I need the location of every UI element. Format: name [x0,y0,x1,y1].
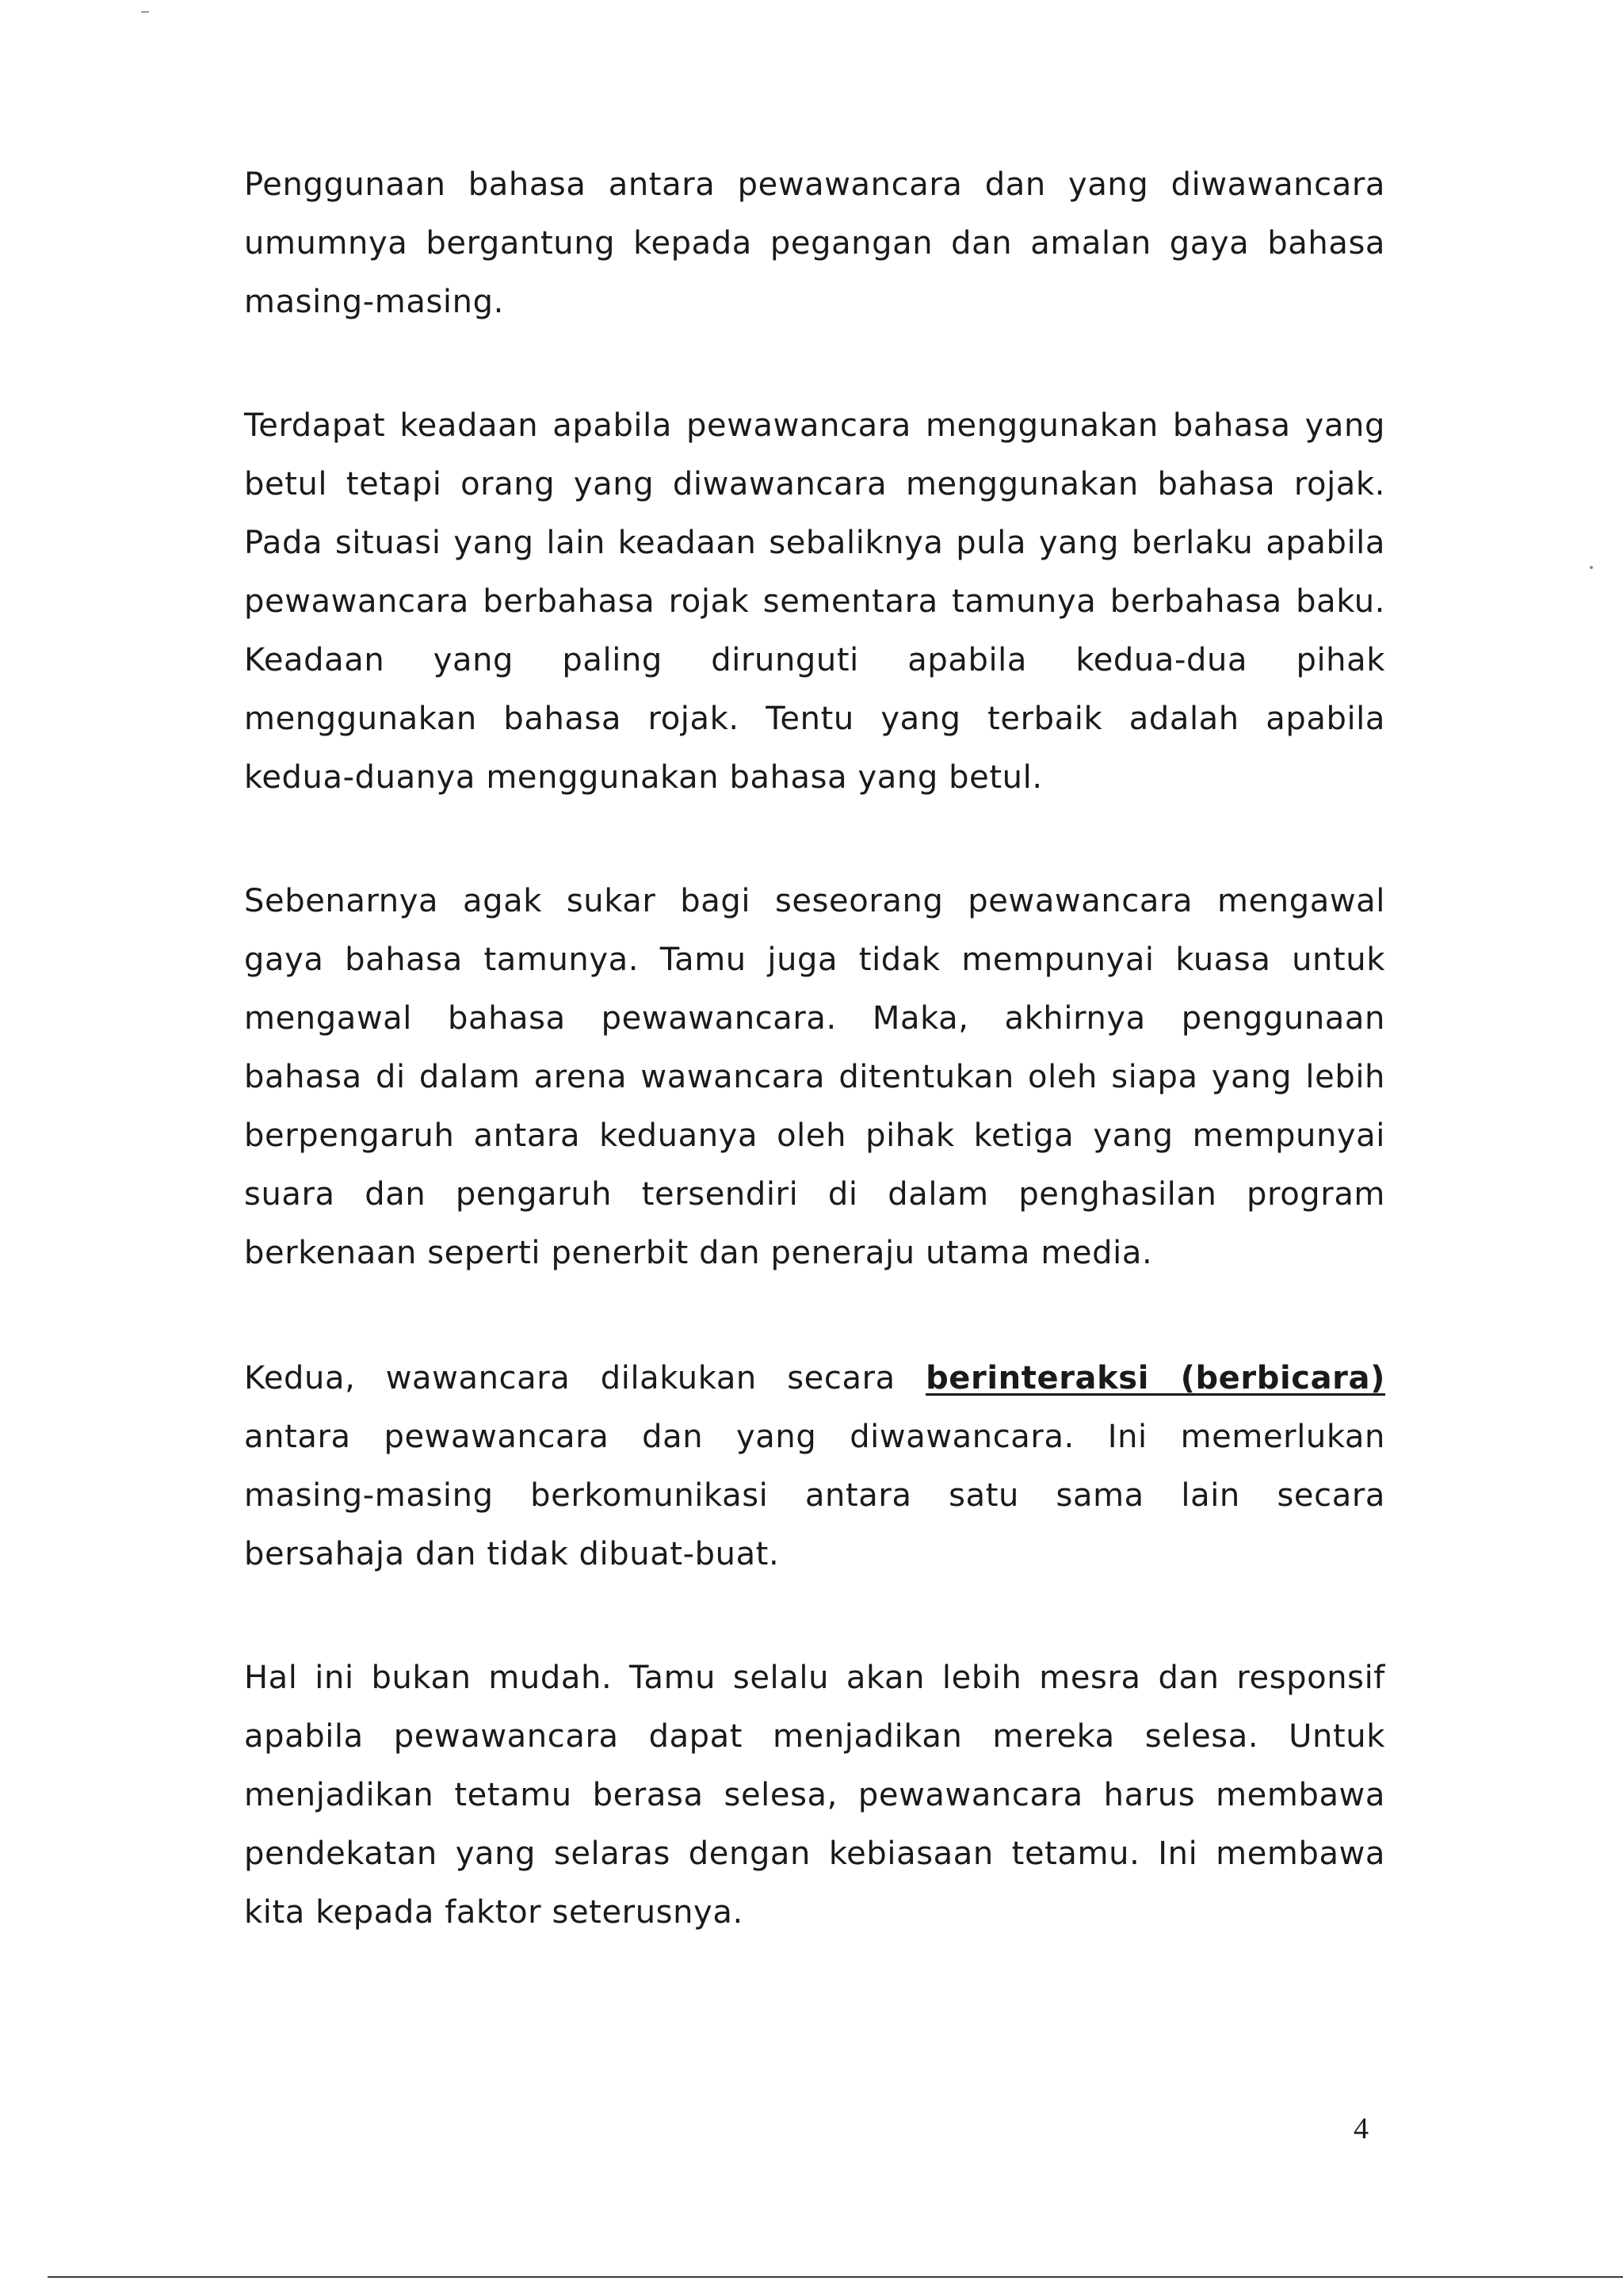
paragraph-4 [244,1349,1385,1584]
paragraph-5: Hal ini bukan mudah. Tamu selalu akan lebih mesra dan responsif apabila pewawancara dapat menjadikan mereka selesa. Untuk menjadikan tetamu berasa selesa, pewawancara harus membawa pendekatan yang selaras dengan kebiasaan tetamu. Ini membawa kita kepada faktor seterusnya. [244,1660,1385,1931]
paragraph-4-rest: antara pewawancara dan yang diwawancara. Ini memerlukan masing-masing berkomunikasi antara satu sama lain secara bersahaja dan tidak dibuat-buat. [244,1419,1385,1572]
scan-mark [141,11,149,13]
footer-rule [48,2276,1623,2278]
paragraph-4-lead: Kedua, wawancara dilakukan secara [244,1360,926,1396]
paragraph-2: Terdapat keadaan apabila pewawancara menggunakan bahasa yang betul tetapi orang yang diwawancara menggunakan bahasa rojak. Pada situasi yang lain keadaan sebaliknya pula yang berlaku apabila pewawancara berbahasa rojak sementara tamunya berbahasa baku. Keadaan yang paling dirunguti apabila kedua-dua pihak menggunakan bahasa rojak. Tentu yang terbaik adalah apabila kedua-duanya menggunakan bahasa yang betul. [244,407,1385,796]
page-number: 4 [1354,2112,1369,2145]
paragraph-3: Sebenarnya agak sukar bagi seseorang pewawancara mengawal gaya bahasa tamunya. Tamu juga tidak mempunyai kuasa untuk mengawal bahasa pewawancara. Maka, akhirnya penggunaan bahasa di dalam arena wawancara ditentukan oleh siapa yang lebih berpengaruh antara keduanya oleh pihak ketiga yang mempunyai suara dan pengaruh tersendiri di dalam penghasilan program berkenaan seperti penerbit dan peneraju utama media. [244,883,1385,1271]
paragraph-1: Penggunaan bahasa antara pewawancara dan yang diwawancara umumnya bergantung kepada pegangan dan amalan gaya bahasa masing-masing. [244,166,1385,320]
emphasized-term: berinteraksi (berbicara) [926,1360,1385,1396]
scan-speck [1590,566,1593,569]
